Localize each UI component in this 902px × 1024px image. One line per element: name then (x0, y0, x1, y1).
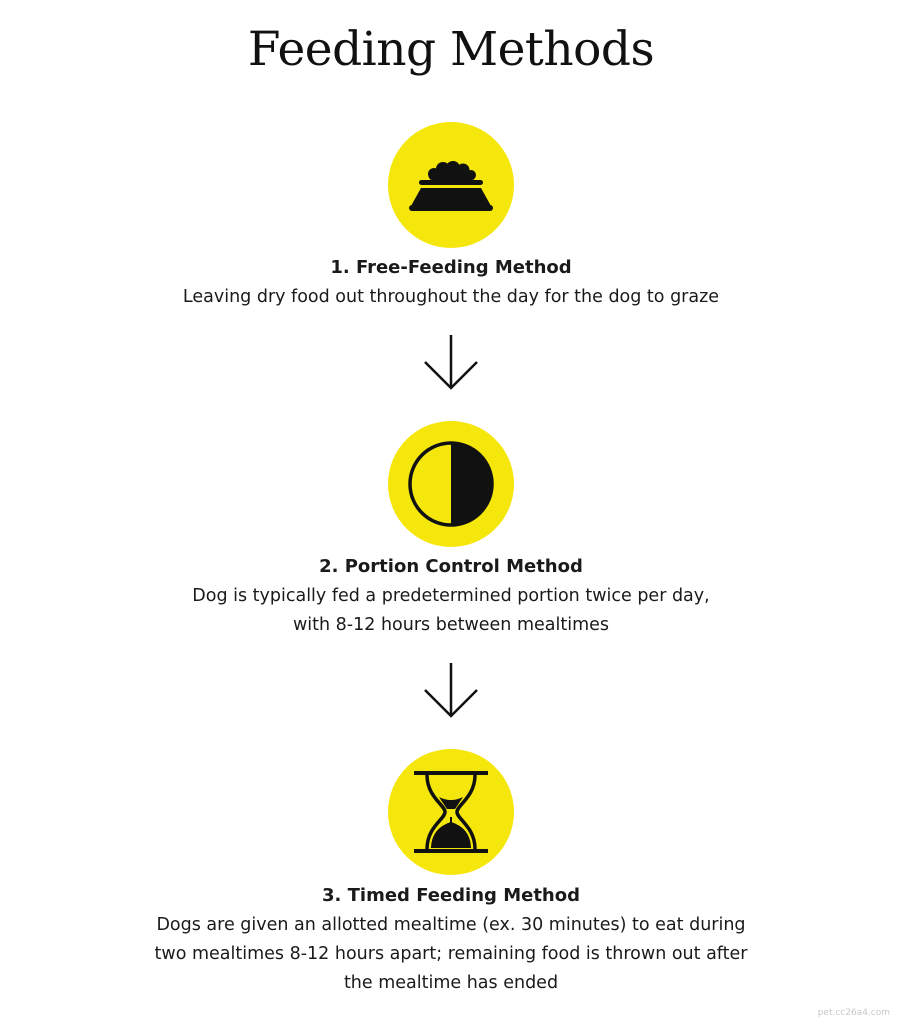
page-title: Feeding Methods (247, 22, 655, 77)
description-line: two mealtimes 8-12 hours apart; remaining food is thrown out after (154, 944, 748, 964)
step-3-title: 3. Timed Feeding Method (322, 885, 580, 906)
description-line: Dog is typically fed a predetermined portion twice per day, (192, 586, 710, 606)
step-3-description (120, 911, 782, 998)
description-line: Dogs are given an allotted mealtime (ex. 30 minutes) to eat during (156, 915, 746, 935)
step-1-description (120, 283, 782, 312)
description-line: Leaving dry food out throughout the day for the dog to graze (182, 287, 720, 307)
down-arrow-icon (420, 333, 482, 393)
step-1-title: 1. Free-Feeding Method (330, 257, 572, 278)
step-1-icon-circle (388, 122, 514, 248)
step-3-icon-circle (388, 749, 514, 875)
watermark: pet.cc26a4.com (817, 1008, 890, 1018)
description-line: with 8-12 hours between mealtimes (292, 615, 610, 635)
half-circle-icon (406, 439, 496, 529)
hourglass-icon (411, 767, 491, 857)
dog-bowl-icon (401, 150, 501, 220)
description-line: the mealtime has ended (343, 973, 559, 993)
step-2-title: 2. Portion Control Method (319, 556, 583, 577)
step-2-description (120, 582, 782, 640)
down-arrow-icon (420, 661, 482, 721)
step-2-icon-circle (388, 421, 514, 547)
